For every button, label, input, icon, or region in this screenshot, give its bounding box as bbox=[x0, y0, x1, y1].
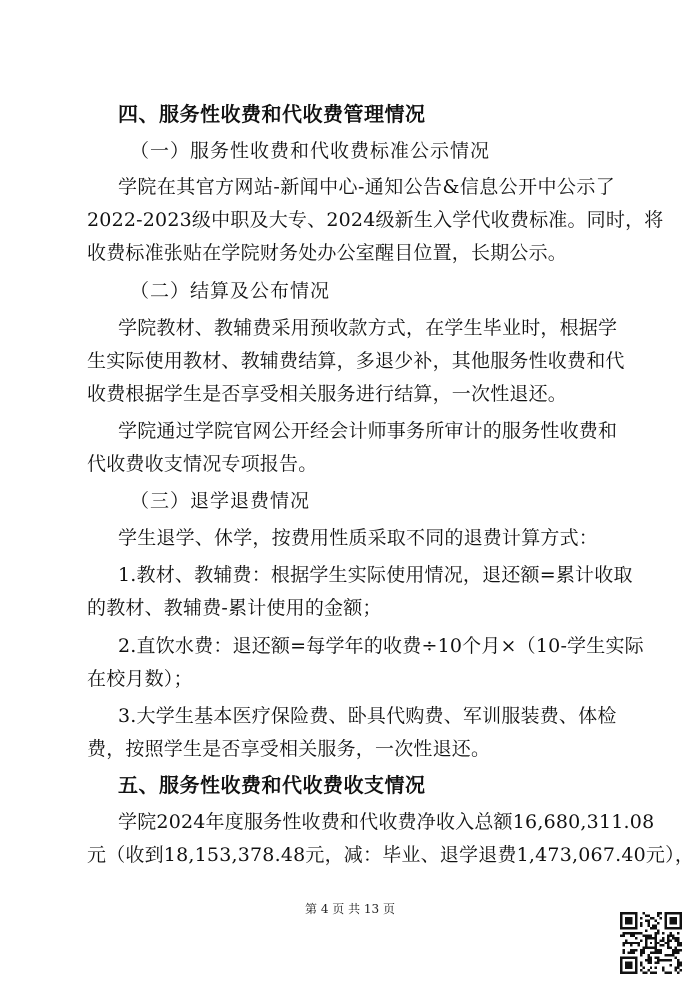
subsection-1-heading: （一）服务性收费和代收费标准公示情况 bbox=[130, 140, 491, 162]
section-4-heading: 四、服务性收费和代收费管理情况 bbox=[118, 102, 426, 126]
paragraph-line: 元（收到18,153,378.48元，减：毕业、退学退费1,473,067.40元）， bbox=[87, 844, 695, 866]
paragraph-line: 2022-2023级中职及大专、2024级新生入学代收费标准。同时，将 bbox=[87, 209, 664, 231]
list-item-1-line: 1.教材、教辅费：根据学生实际使用情况，退还额=累计收取 bbox=[118, 564, 633, 586]
list-item-1-line: 的教材、教辅费-累计使用的金额； bbox=[87, 597, 382, 619]
subsection-2-heading: （二）结算及公布情况 bbox=[130, 280, 331, 302]
paragraph-line: 学院通过学院官网公开经会计师事务所审计的服务性收费和 bbox=[118, 420, 618, 442]
paragraph-line: 收费标准张贴在学院财务处办公室醒目位置，长期公示。 bbox=[87, 242, 568, 264]
paragraph-line: 生实际使用教材、教辅费结算，多退少补，其他服务性收费和代 bbox=[87, 350, 625, 372]
list-item-2-line: 2.直饮水费：退还额=每学年的收费÷10个月×（10-学生实际 bbox=[118, 635, 644, 657]
paragraph-line: 代收费收支情况专项报告。 bbox=[87, 453, 318, 475]
page-footer: 第 4 页 共 13 页 bbox=[305, 902, 395, 916]
section-5-heading: 五、服务性收费和代收费收支情况 bbox=[118, 773, 426, 797]
list-item-3-line: 费，按照学生是否享受相关服务，一次性退还。 bbox=[87, 738, 491, 760]
paragraph-line: 学院2024年度服务性收费和代收费净收入总额16,680,311.08 bbox=[118, 811, 655, 833]
paragraph-line: 收费根据学生是否享受相关服务进行结算，一次性退还。 bbox=[87, 383, 568, 405]
paragraph-line: 学院在其官方网站-新闻中心-通知公告&信息公开中公示了 bbox=[118, 176, 615, 198]
subsection-3-heading: （三）退学退费情况 bbox=[130, 490, 311, 512]
paragraph-line: 学生退学、休学，按费用性质采取不同的退费计算方式： bbox=[118, 527, 599, 549]
list-item-2-line: 在校月数）； bbox=[87, 668, 193, 690]
paragraph-line: 学院教材、教辅费采用预收款方式，在学生毕业时，根据学 bbox=[118, 317, 618, 339]
list-item-3-line: 3.大学生基本医疗保险费、卧具代购费、军训服装费、体检 bbox=[118, 705, 617, 727]
qr-code-icon bbox=[620, 912, 682, 974]
